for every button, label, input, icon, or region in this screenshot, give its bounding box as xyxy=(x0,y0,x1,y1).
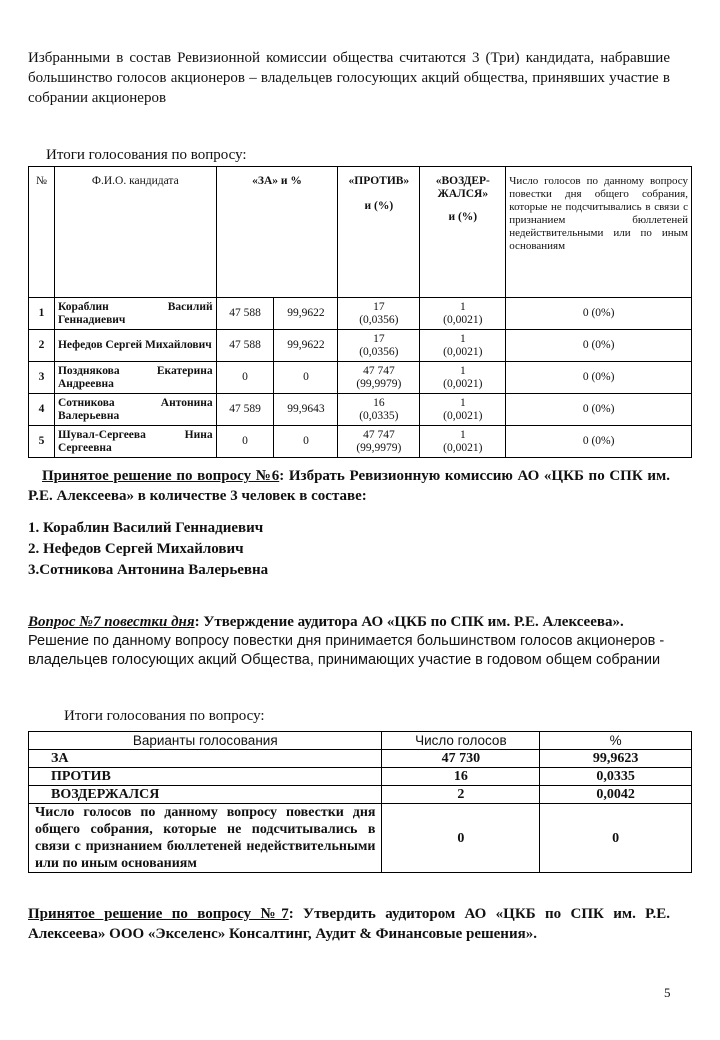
question-7-title: : Утверждение аудитора АО «ЦКБ по СПК им. Р.Е. Алексеева». xyxy=(194,614,624,630)
decision-6-text: : Избрать Ревизионную комиссию АО «ЦКБ по СПК им. Р.Е. Алексеева» в количестве 3 человек в составе: xyxy=(28,468,670,504)
row-num: 2 xyxy=(29,330,55,362)
table-row xyxy=(29,768,692,786)
header-num: № xyxy=(29,167,55,298)
page-number: 5 xyxy=(664,985,671,1000)
protiv-value: 47 747 xyxy=(363,428,395,441)
option-cell: ВОЗДЕРЖАЛСЯ xyxy=(29,786,382,804)
question-7-heading xyxy=(28,612,670,632)
row-protiv xyxy=(338,298,420,330)
row-vozd xyxy=(420,298,506,330)
row-name: Шувал-Сергеева Нина Сергеевна xyxy=(54,426,216,458)
vozd-value: 1 xyxy=(459,332,466,345)
protiv-pct: (99,9979) xyxy=(356,441,402,454)
row-za-pct: 99,9622 xyxy=(274,298,338,330)
header-name: Ф.И.О. кандидата xyxy=(54,167,216,298)
row-protiv xyxy=(338,362,420,394)
votes-cell: 16 xyxy=(382,768,540,786)
table-row xyxy=(29,804,692,873)
row-name: Нефедов Сергей Михайлович xyxy=(54,330,216,362)
question-7 xyxy=(28,612,670,670)
option-cell: ЗА xyxy=(29,750,382,768)
header-votes: Число голосов xyxy=(382,732,540,750)
pct-cell: 0,0042 xyxy=(540,786,692,804)
protiv-value: 16 xyxy=(373,396,385,409)
decision-7 xyxy=(28,904,670,944)
table1-caption: Итоги голосования по вопросу: xyxy=(46,147,247,163)
row-invalid: 0 (0%) xyxy=(506,426,692,458)
protiv-pct: (0,0335) xyxy=(359,409,399,422)
vozd-value: 1 xyxy=(459,364,466,377)
decision-7-text: : Утвердить аудитором АО «ЦКБ по СПК им. Р.Е. Алексеева» ООО «Экселенс» Консалтинг, Аудит & Финансовые решения». xyxy=(28,906,670,942)
row-vozd xyxy=(420,426,506,458)
header-protiv-pct: и (%) xyxy=(364,200,394,212)
intro-paragraph: Избранными в состав Ревизионной комиссии общества считаются 3 (Три) кандидата, набравшие большинство голосов акционеров – владельцев голосующих акций общества, принявших участие в собрании акционеров xyxy=(28,50,670,106)
table-row xyxy=(29,786,692,804)
row-invalid: 0 (0%) xyxy=(506,330,692,362)
table-row xyxy=(29,426,692,458)
row-invalid: 0 (0%) xyxy=(506,362,692,394)
pct-cell: 0 xyxy=(540,804,692,873)
row-za: 0 xyxy=(216,362,274,394)
pct-cell: 99,9623 xyxy=(540,750,692,768)
vozd-pct: (0,0021) xyxy=(443,313,483,326)
commission-members-list xyxy=(28,518,268,581)
row-num: 1 xyxy=(29,298,55,330)
auditor-voting-table xyxy=(28,731,692,873)
protiv-pct: (0,0356) xyxy=(359,313,399,326)
header-vozd xyxy=(420,167,506,298)
row-za: 47 589 xyxy=(216,394,274,426)
row-za-pct: 0 xyxy=(274,426,338,458)
header-za: «ЗА» и % xyxy=(216,167,338,298)
row-name: Кораблин Василий Геннадиевич xyxy=(54,298,216,330)
votes-cell: 2 xyxy=(382,786,540,804)
table-row xyxy=(29,362,692,394)
option-cell: Число голосов по данному вопросу повестки дня общего собрания, которые не подсчитывались в связи с признанием бюллетеней недействительными или по иным основаниям xyxy=(29,804,382,873)
votes-cell: 47 730 xyxy=(382,750,540,768)
row-za-pct: 99,9622 xyxy=(274,330,338,362)
row-name: Сотникова Антонина Валерьевна xyxy=(54,394,216,426)
row-invalid: 0 (0%) xyxy=(506,394,692,426)
table-row xyxy=(29,330,692,362)
row-num: 4 xyxy=(29,394,55,426)
table-row xyxy=(29,394,692,426)
table-header-row xyxy=(29,732,692,750)
row-za: 47 588 xyxy=(216,298,274,330)
row-za-pct: 99,9643 xyxy=(274,394,338,426)
protiv-value: 47 747 xyxy=(363,364,395,377)
table-row xyxy=(29,750,692,768)
header-invalid: Число голосов по данному вопросу повестки дня общего собрания, которые не подсчитывались в связи с признанием бюллетеней недействительными или по иным основаниям xyxy=(506,167,692,298)
question-7-label: Вопрос №7 повестки дня xyxy=(28,614,195,630)
table-row xyxy=(29,298,692,330)
option-cell: ПРОТИВ xyxy=(29,768,382,786)
list-item: 1. Кораблин Василий Геннадиевич xyxy=(28,520,264,536)
vozd-pct: (0,0021) xyxy=(443,377,483,390)
row-num: 3 xyxy=(29,362,55,394)
header-pct: % xyxy=(540,732,692,750)
table2-caption: Итоги голосования по вопросу: xyxy=(64,708,265,724)
header-option: Варианты голосования xyxy=(29,732,382,750)
vozd-pct: (0,0021) xyxy=(443,345,483,358)
decision-6 xyxy=(28,466,670,506)
row-protiv xyxy=(338,426,420,458)
row-za-pct: 0 xyxy=(274,362,338,394)
pct-cell: 0,0335 xyxy=(540,768,692,786)
list-item: 2. Нефедов Сергей Михайлович xyxy=(28,541,244,557)
vozd-value: 1 xyxy=(459,300,466,313)
row-name: Позднякова Екатерина Андреевна xyxy=(54,362,216,394)
vozd-value: 1 xyxy=(459,428,466,441)
vozd-value: 1 xyxy=(459,396,466,409)
row-vozd xyxy=(420,330,506,362)
header-vozd-pct: и (%) xyxy=(448,211,478,223)
table-header-row xyxy=(29,167,692,298)
list-item: 3.Сотникова Антонина Валерьевна xyxy=(28,562,269,578)
protiv-value: 17 xyxy=(373,300,385,313)
row-protiv xyxy=(338,330,420,362)
header-protiv xyxy=(338,167,420,298)
vozd-pct: (0,0021) xyxy=(443,409,483,422)
candidates-voting-table xyxy=(28,166,692,458)
vozd-pct: (0,0021) xyxy=(443,441,483,454)
decision-6-label: Принятое решение по вопросу №6 xyxy=(42,468,280,484)
row-protiv xyxy=(338,394,420,426)
row-invalid: 0 (0%) xyxy=(506,298,692,330)
row-za: 47 588 xyxy=(216,330,274,362)
row-vozd xyxy=(420,394,506,426)
protiv-pct: (99,9979) xyxy=(356,377,402,390)
question-7-body: Решение по данному вопросу повестки дня принимается большинством голосов акционеров - владельцев голосующих акций Общества, принимающих участие в годовом общем собрании xyxy=(28,633,665,668)
row-za: 0 xyxy=(216,426,274,458)
row-num: 5 xyxy=(29,426,55,458)
header-protiv-label: «ПРОТИВ» xyxy=(348,175,410,187)
votes-cell: 0 xyxy=(382,804,540,873)
protiv-value: 17 xyxy=(373,332,385,345)
header-vozd-label: «ВОЗДЕР-ЖАЛСЯ» xyxy=(435,175,490,200)
protiv-pct: (0,0356) xyxy=(359,345,399,358)
decision-7-label: Принятое решение по вопросу №7 xyxy=(28,906,289,922)
row-vozd xyxy=(420,362,506,394)
